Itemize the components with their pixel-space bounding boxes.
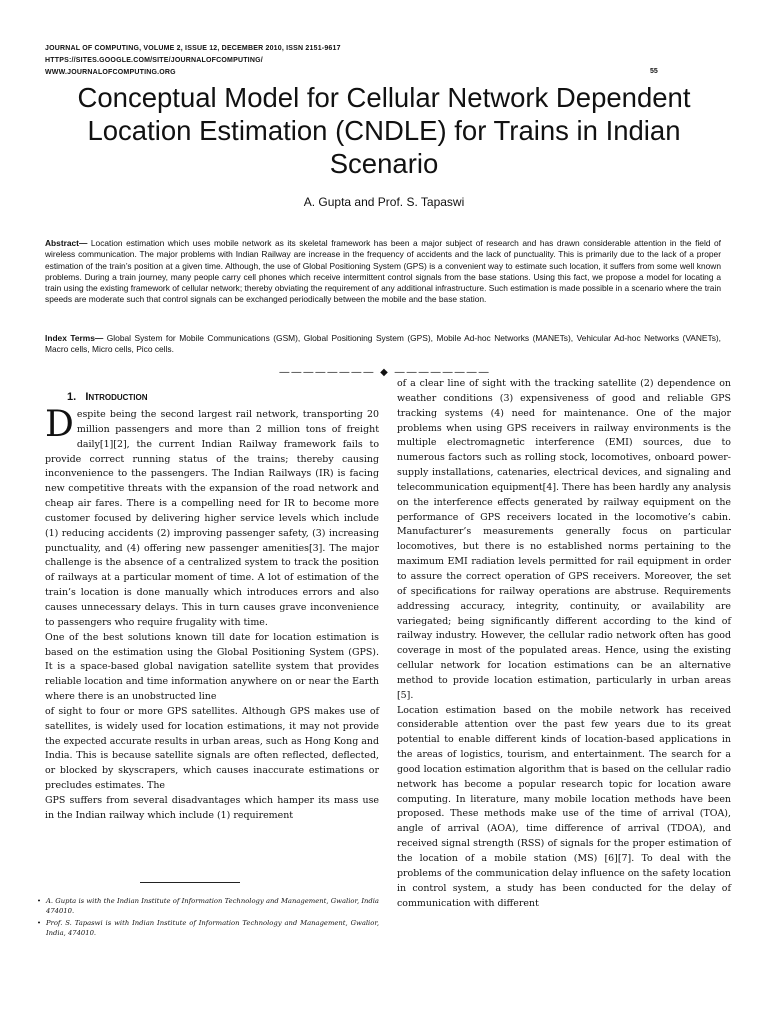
section-title: Introduction [85,391,148,403]
index-terms: Index Terms— Global System for Mobile Communications (GSM), Global Positioning System (GPS), Mobile Ad-hoc Networks (MANETs), Vehicular Ad-hoc Networks (VANETs), Macro cells, Micro cells, Pico cells. [45,333,722,355]
journal-header: JOURNAL OF COMPUTING, VOLUME 2, ISSUE 12, DECEMBER 2010, ISSN 2151-9617 [45,45,341,52]
section-separator: ———————— ◆ ———————— [279,367,491,378]
intro-paragraph-5: of a clear line of sight with the tracking satellite (2) dependence on weather conditions (3) expensiveness of good and reliable GPS tracking systems (4) need for maintenance. One of the major problems when using GPS receivers in railway environments is the multiple electromagnetic interference (EMI) sources, due to numerous factors such as rolling stock, locomotives, onboard power-supply installations, catenaries, electrical devices, and signaling and telecommunication equipment[4]. There has been hardly any analysis on the interference effects generated by railway equipment on the performance of GPS receivers located in the locomotive’s cabin. Manufacturer’s measurements generally focus on particular locomotives, but there is no established norms pertaining to the maximum EMI radiation levels permitted for rail equipment in order to assure the correct operation of GPS receivers. Moreover, the set of specifications for railway operations are abstruse. Requirements addressing accuracy, integrity, continuity, or availability are variegated; being significantly different according to the kind of railway industry. However, the cellular radio network often has good coverage in most of the populated areas. Hence, using the existing cellular network for location estimations can be an alternative method to provide location estimation, particularly in urban areas [5]. [397,378,731,701]
journal-website: WWW.JOURNALOFCOMPUTING.ORG [45,69,176,76]
intro-paragraph-6: Location estimation based on the mobile network has received considerable attention over the past few years due to its great potential to enable different kinds of location-based applications in the areas of logistics, tourism, and entertainment. The search for a good location estimation algorithm that is based on the cellular radio network has become a popular research topic for location aware computing. In literature, many mobile location methods have been proposed. These methods make use of the time of arrival (TOA), angle of arrival (AOA), time difference of arrival (TDOA), and received signal strength (RSS) of signals for the proper estimation of the location of a mobile station (MS) [6][7]. To deal with the problems of the communication delay influence on the safety location in control system, a study has been conducted for the delay of communication with different [397,704,731,909]
page-number: 55 [650,68,658,75]
footnote-text: A. Gupta is with the Indian Institute of Information Technology and Management, Gwalior, India 474010. [46,897,379,915]
drop-cap: D [45,404,74,445]
section-heading [67,391,148,403]
footnote-text: Prof. S. Tapaswi is with Indian Institute of Information Technology and Management, Gwalior, India, 474010. [46,919,379,937]
abstract-text: Location estimation which uses mobile network as its skeletal framework has been a major subject of research and has drawn considerable attention in the field of wireless communication. The major problems with Indian Railway are increase in the frequency of accidents and the lack of punctuality. This is primarily due to the lack of a proper estimation of the train’s position at a given time. Although, the use of Global Positioning System (GPS) is a convenient way to estimate such location, it suffers from some well known problems. During a train journey, many people carry cell phones which receive intermittent control signals from the base stations. Using this fact, we propose a model for locating a train using the existing framework of cellular network; thereby obviating the requirement of any additional infrastructure. Such estimation is made possible in a scenario where the train speeds are moderate such that control signals can be exchanged periodically between the mobile and the base station. [45,238,721,305]
index-terms-text: Global System for Mobile Communications (GSM), Global Positioning System (GPS), Mobile Ad-hoc Networks (MANETs), Vehicular Ad-hoc Networks (VANETs), Macro cells, Micro cells, Pico cells. [45,333,722,355]
intro-paragraph-2: One of the best solutions known till date for location estimation is based on the estimation using the Global Positioning System (GPS). It is a space-based global navigation satellite system that provides reliable location and time information anywhere on or near the Earth where there is an unobstructed line [45,631,379,703]
paper-title: Conceptual Model for Cellular Network Dependent Location Estimation (CNDLE) for Trains in Indian Scenario [77,82,691,179]
authors: A. Gupta and Prof. S. Tapaswi [303,195,465,209]
footnote-bullet: • [37,897,42,905]
abstract-label: Abstract [45,238,79,248]
journal-url: HTTPS://SITES.GOOGLE.COM/SITE/JOURNALOFCOMPUTING/ [45,57,263,64]
index-terms-label: Index Terms [45,333,95,343]
abstract: Abstract— Location estimation which uses mobile network as its skeletal framework has been a major subject of research and has drawn considerable attention in the field of wireless communication. The major problems with Indian Railway are increase in the frequency of accidents and the lack of punctuality. This is primarily due to the lack of a proper estimation of the train’s position at a given time. Although, the use of Global Positioning System (GPS) is a convenient way to estimate such location, it suffers from some well known problems. During a train journey, many people carry cell phones which receive intermittent control signals from the base stations. Using this fact, we propose a model for locating a train using the existing framework of cellular network; thereby obviating the requirement of any additional infrastructure. Such estimation is made possible in a scenario where the train speeds are moderate such that control signals can be exchanged periodically between the mobile and the base station. [45,238,721,305]
intro-paragraph-3: of sight to four or more GPS satellites. Although GPS makes use of satellites, is widely used for location estimations, it may not provide the expected accurate results in urban areas, such as Hong Kong and India. This is because satellite signals are often reflected, deflected, or blocked by skyscrapers, which causes inaccurate estimations or precludes estimates. The [45,705,379,792]
intro-paragraph-1: Despite being the second largest rail network, transporting 20 million passengers and more than 2 million tons of freight daily[1][2], the current Indian Railway framework fails to provide correct running status of the trains; thereby causing inconvenience to the passengers. The Indian Railways (IR) is facing new competitive threats with the expansion of the road network and cheap air fares. There is a compelling need for IR to become more customer focused by delivering higher service levels which include (1) reducing accidents (2) improving passenger safety, (3) increasing punctuality, and (4) offering new passenger amenities[3]. The major challenge is the absence of a centralized system to track the position of railways at a particular moment of time. A lot of estimation of the train’s location is done manually which introduces errors and also causes unnecessary delays. This in turn causes grave inconvenience to passengers who require frugality with time. [45,404,379,628]
left-column [45,404,379,824]
footnote-1 [37,896,379,916]
footnote-bullet: • [37,919,42,927]
right-column [397,377,731,911]
intro-paragraph-4: GPS suffers from several disadvantages which hamper its mass use in the Indian railway which include (1) requirement [45,794,379,821]
footnote-divider [140,882,240,883]
footnote-2 [37,918,379,938]
section-number: 1. [67,391,77,403]
